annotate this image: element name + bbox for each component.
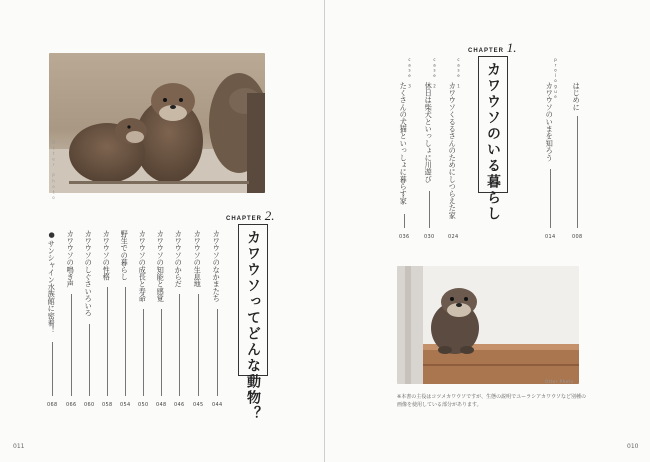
- chapter-2-label: [226, 208, 274, 224]
- toc-page-number: 068: [47, 402, 58, 408]
- toc-page-number: 050: [138, 402, 149, 408]
- photo-credit: Otter Photo: [51, 140, 56, 201]
- toc-leader-line: [161, 309, 162, 396]
- toc-entry-title[interactable]: 野生での暮らし: [120, 230, 130, 281]
- bullet-icon: ●: [48, 230, 55, 239]
- case-label: case 1: [456, 57, 461, 89]
- toc-entry-title[interactable]: カワウソの性格: [102, 230, 112, 281]
- toc-leader-line: [89, 324, 90, 396]
- toc-leader-line: [125, 287, 126, 397]
- case-label: case 2: [432, 57, 437, 89]
- toc-page-number: 024: [448, 234, 459, 240]
- toc-leader-line: [429, 191, 430, 228]
- toc-page-number: 058: [102, 402, 113, 408]
- toc-page-number: 054: [120, 402, 131, 408]
- toc-leader-line: [217, 309, 218, 396]
- toc-entry-title[interactable]: カワウソのなかまたち: [212, 230, 222, 302]
- toc-page-number: 030: [424, 234, 435, 240]
- chapter-1-title: カワウソのいる暮らし: [485, 62, 501, 222]
- toc-page-number: 044: [212, 402, 223, 408]
- otter-on-step-photo: [397, 266, 579, 384]
- toc-entry-title[interactable]: カワウソのからだ: [174, 230, 184, 288]
- toc-page-number: 036: [399, 234, 410, 240]
- toc-entry-title[interactable]: はじめに: [572, 82, 582, 111]
- chapter-2-label-prefix: CHAPTER: [226, 216, 263, 222]
- toc-page-number: 048: [156, 402, 167, 408]
- right-page: [325, 0, 650, 462]
- toc-page-number: 046: [174, 402, 185, 408]
- chapter-2-number: 2.: [264, 208, 275, 223]
- case-label: case 3: [407, 57, 412, 89]
- toc-entry-title[interactable]: カワウソのしぐさいろいろ: [84, 230, 94, 317]
- toc-page-number: 066: [66, 402, 77, 408]
- toc-entry-title[interactable]: カワウソの知能と感覚: [156, 230, 166, 302]
- toc-leader-line: [71, 294, 72, 396]
- chapter-1-number: 1.: [506, 40, 517, 55]
- toc-entry-title[interactable]: カワウソくるるさんのためにしつらえた家: [448, 82, 458, 219]
- otters-group-photo: [49, 53, 265, 193]
- case-label: prologue: [553, 57, 558, 100]
- toc-entry-title[interactable]: たくさんの犬猫といっしょに暮らす家: [399, 82, 409, 205]
- toc-entry-title[interactable]: サンシャイン水族館に密着！: [47, 240, 57, 334]
- toc-entry-title[interactable]: 休日は柴犬といっしょに川遊び: [424, 82, 434, 183]
- toc-page-number: 014: [545, 234, 556, 240]
- footnote: ※本書の主役はコツメカワウソですが、生態の説明でユーラシアカワウソなど別種の画像を使用している部分があります。: [397, 394, 587, 408]
- toc-page-number: 008: [572, 234, 583, 240]
- chapter-1-label-prefix: CHAPTER: [468, 48, 505, 54]
- page-number-right: 010: [627, 443, 639, 450]
- toc-page-number: 045: [193, 402, 204, 408]
- toc-leader-line: [577, 116, 578, 228]
- toc-leader-line: [143, 309, 144, 396]
- photo-credit-right: Otter Photo: [545, 379, 574, 384]
- toc-leader-line: [550, 169, 551, 229]
- toc-entry-title[interactable]: カワウソのいまを知ろう: [545, 82, 555, 162]
- chapter-2-title: カワウソってどんな動物？: [245, 230, 261, 422]
- page-number-left: 011: [13, 443, 25, 450]
- toc-leader-line: [179, 294, 180, 396]
- chapter-1-label: [468, 40, 516, 56]
- toc-entry-title[interactable]: カワウソの成長と寿命: [138, 230, 148, 302]
- toc-leader-line: [198, 294, 199, 396]
- toc-page-number: 060: [84, 402, 95, 408]
- toc-entry-title[interactable]: カワウソの鳴き声: [66, 230, 76, 288]
- toc-leader-line: [107, 287, 108, 397]
- toc-leader-line: [52, 342, 53, 397]
- toc-entry-title[interactable]: カワウソの生息地: [193, 230, 203, 288]
- toc-leader-line: [404, 214, 405, 229]
